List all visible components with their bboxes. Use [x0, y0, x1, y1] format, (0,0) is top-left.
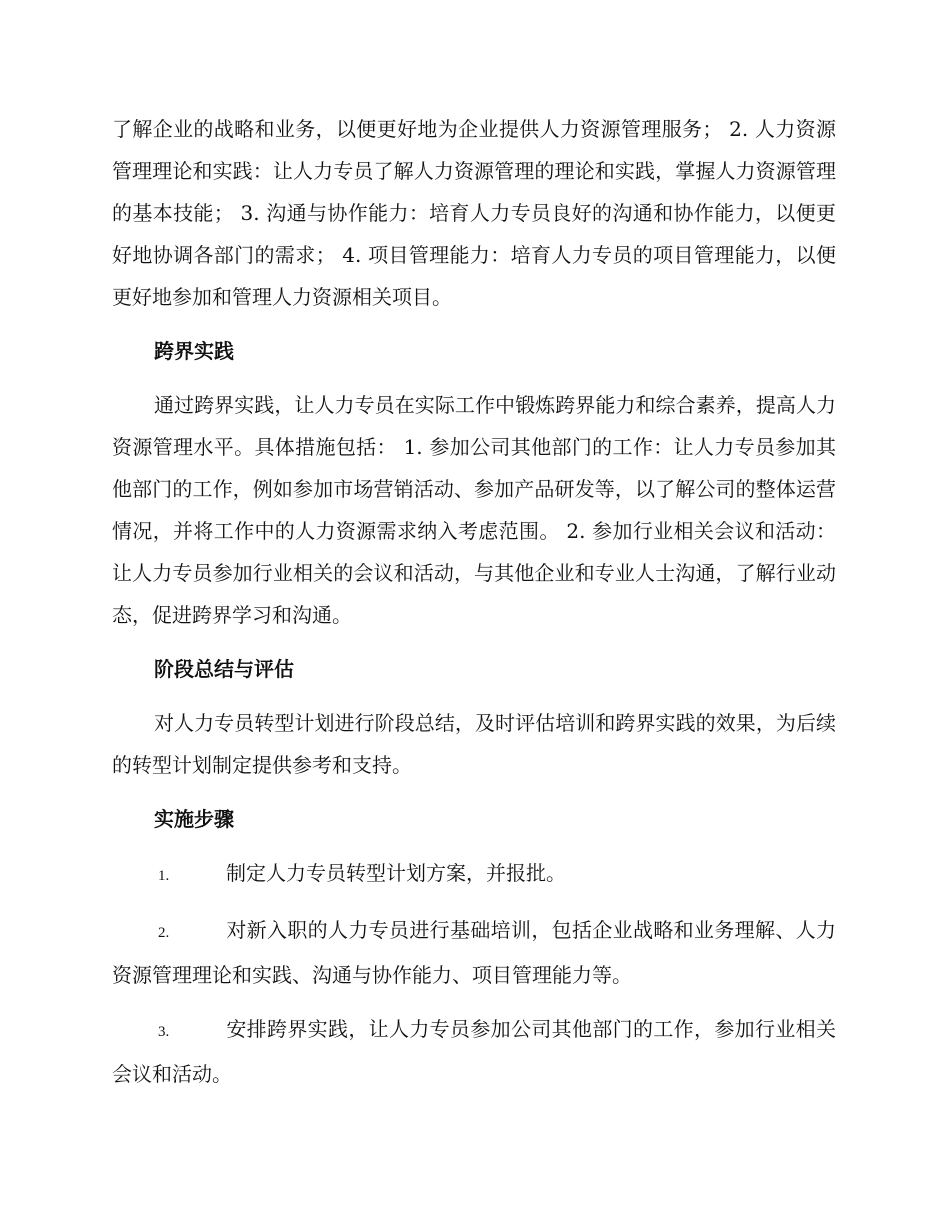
list-number: 1.	[158, 868, 170, 884]
section-cross-practice	[112, 330, 836, 636]
list-number: 2.	[158, 925, 170, 941]
list-item	[112, 909, 836, 996]
section-implementation-steps	[112, 798, 836, 1095]
document-page	[112, 108, 836, 1107]
list-text: 安排跨界实践，让人力专员参加公司其他部门的工作，参加行业相关会议和活动。	[112, 1017, 836, 1086]
list-text: 制定人力专员转型计划方案，并报批。	[226, 861, 566, 885]
section-heading: 实施步骤	[154, 807, 234, 831]
list-item	[112, 852, 836, 897]
section-stage-review	[112, 648, 836, 786]
list-item	[112, 1008, 836, 1095]
section-heading: 跨界实践	[154, 339, 234, 363]
section-body: 通过跨界实践，让人力专员在实际工作中锻炼跨界能力和综合素养，提高人力资源管理水平。具体措施包括： 1. 参加公司其他部门的工作：让人力专员参加其他部门的工作，例如参加市场营销活动、参加产品研发等，以了解公司的整体运营情况，并将工作中的人力资源需求纳入考虑范围。 2. 参加行业相关会议和活动：让人力专员参加行业相关的会议和活动，与其他企业和专业人士沟通，了解行业动态，促进跨界学习和沟通。	[112, 393, 836, 627]
intro-paragraph: 了解企业的战略和业务，以便更好地为企业提供人力资源管理服务； 2. 人力资源管理理论和实践：让人力专员了解人力资源管理的理论和实践，掌握人力资源管理的基本技能； 3. 沟通与协作能力：培育人力专员良好的沟通和协作能力，以便更好地协调各部门的需求； 4. 项目管理能力：培育人力专员的项目管理能力，以便更好地参加和管理人力资源相关项目。	[112, 117, 836, 309]
section-body: 对人力专员转型计划进行阶段总结，及时评估培训和跨界实践的效果，为后续的转型计划制定提供参考和支持。	[112, 711, 836, 777]
list-number: 3.	[158, 1024, 170, 1040]
list-text: 对新入职的人力专员进行基础培训，包括企业战略和业务理解、人力资源管理理论和实践、沟通与协作能力、项目管理能力等。	[112, 918, 836, 987]
section-heading: 阶段总结与评估	[154, 657, 294, 681]
